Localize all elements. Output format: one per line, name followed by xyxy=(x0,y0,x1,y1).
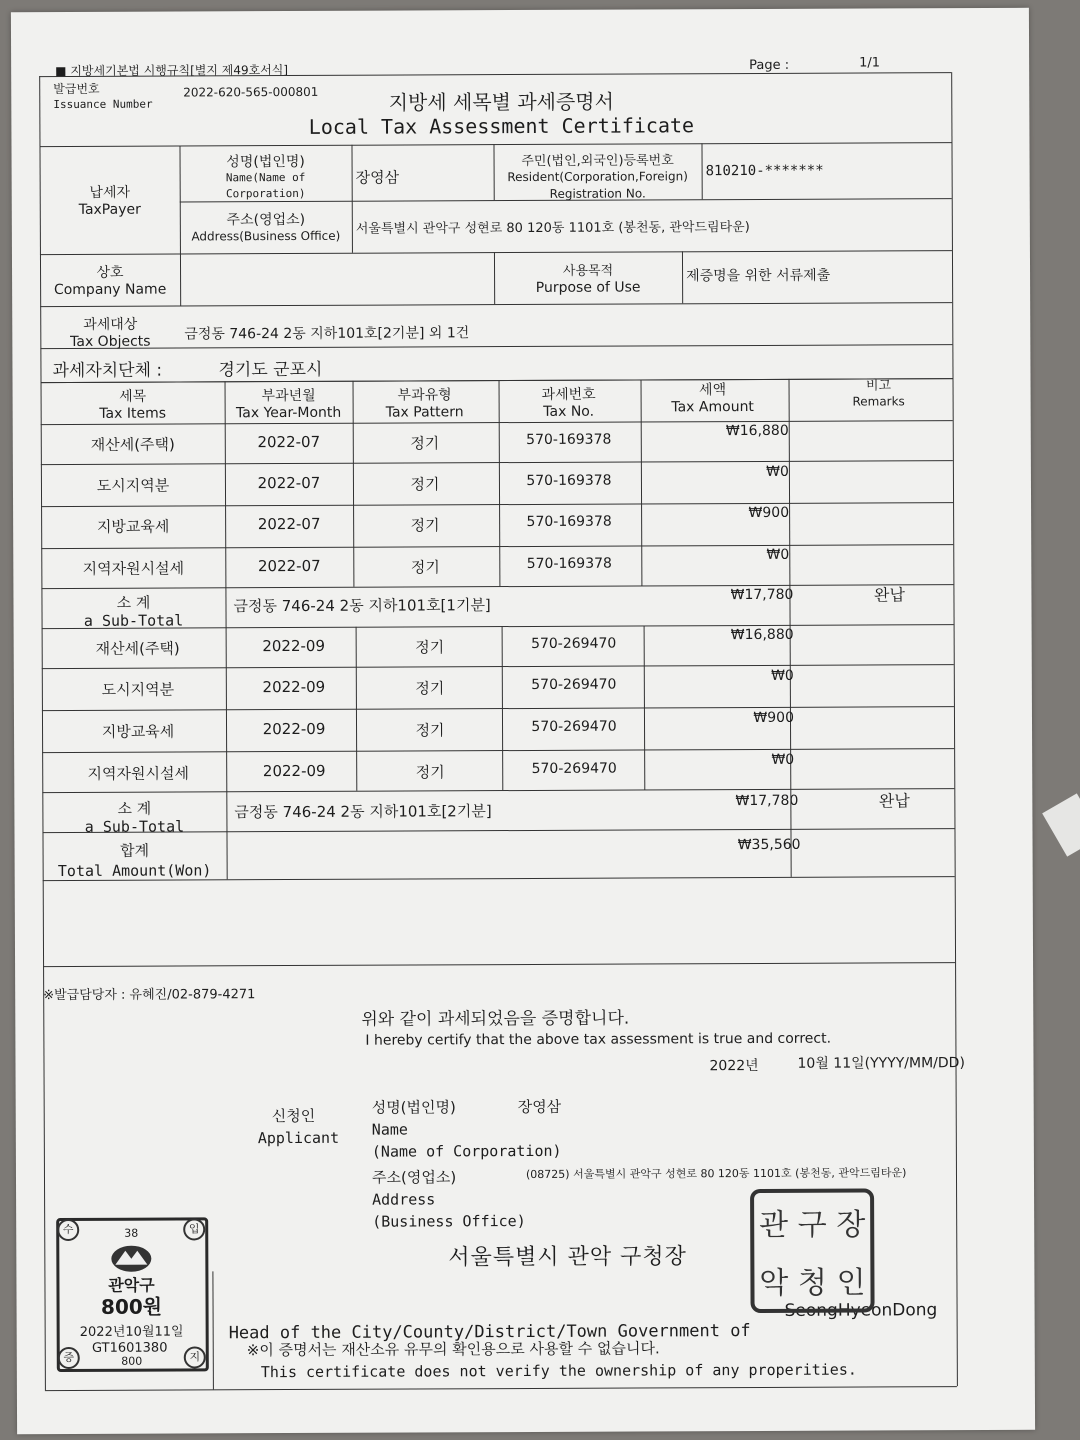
purpose-value: 제증명을 위한 서류제출 xyxy=(686,267,831,285)
col-amount-en: Tax Amount xyxy=(671,398,754,416)
total-label-ko: 합계 xyxy=(120,841,150,860)
title-english: Local Tax Assessment Certificate xyxy=(308,113,695,139)
applicant-name-label-en: Name xyxy=(371,1120,408,1139)
head-name-english: SeongHyeonDong xyxy=(784,1300,938,1321)
tax-pattern: 정기 xyxy=(410,475,440,494)
tax-table xyxy=(11,8,1029,12)
table-rule xyxy=(225,381,228,879)
col-no-en: Tax No. xyxy=(543,403,595,420)
stamp-date: 2022년10월11일 xyxy=(79,1324,184,1340)
subtotal-2-amount: ₩17,780 xyxy=(735,792,799,810)
col-amount-ko: 세액 xyxy=(698,382,727,399)
tax-amount: ₩900 xyxy=(753,709,795,726)
tax-amount: ₩16,880 xyxy=(730,626,794,644)
stamp-office: 관악구 xyxy=(108,1275,155,1295)
stamp-price: 800원 xyxy=(100,1294,163,1319)
tax-item: 지역자원시설세 xyxy=(87,764,189,783)
address-label-ko: 주소(영업소) xyxy=(226,211,306,229)
local-gov-label: 과세자치단체 : xyxy=(52,360,163,382)
page-label: Page : xyxy=(749,57,790,74)
name-label-en: Name(Name of xyxy=(225,170,306,185)
tax-objects-label-ko: 과세대상 xyxy=(83,316,138,333)
applicant-address: (08725) 서울특별시 관악구 성현로 80 120동 1101호 (봉천동, 관악드림타운) xyxy=(525,1166,907,1181)
revenue-stamp: 수 입 증 지 38 관악구 800원 2022년10월11일 GT1601380 800 xyxy=(56,1217,209,1372)
table-rule xyxy=(42,748,954,753)
tax-number: 570-169378 xyxy=(526,431,612,448)
taxpayer-address: 서울특별시 관악구 성현로 80 120동 1101호 (봉천동, 관악드림타운) xyxy=(355,220,750,237)
table-rule xyxy=(41,460,953,465)
tax-amount: ₩0 xyxy=(766,546,790,563)
col-pattern-ko: 부과유형 xyxy=(397,387,452,404)
background-sheet xyxy=(1042,793,1080,856)
tax-year-month: 2022-09 xyxy=(262,677,326,697)
tax-year-month: 2022-07 xyxy=(257,473,321,493)
total-label-en: Total Amount(Won) xyxy=(57,861,212,881)
tax-objects-value: 금정동 746-24 2동 지하101호[2기분] 외 1건 xyxy=(184,325,470,343)
official-seal-icon: 관 구 장 악 청 인 xyxy=(750,1188,875,1313)
table-rule xyxy=(41,378,953,383)
tax-amount: ₩16,880 xyxy=(725,422,789,440)
tax-number: 570-169378 xyxy=(526,555,612,572)
tax-pattern: 정기 xyxy=(415,763,445,782)
applicant-name: 장영삼 xyxy=(517,1097,562,1117)
col-remarks-ko: 비고 xyxy=(865,378,892,394)
col-items-en: Tax Items xyxy=(99,405,167,422)
tax-number: 570-169378 xyxy=(526,472,612,489)
subtotal-2-label-en: a Sub-Total xyxy=(84,817,185,836)
tax-item: 재산세(주택) xyxy=(95,639,180,658)
applicant-address-label-en-2: (Business Office) xyxy=(372,1211,526,1231)
taxpayer-label-ko: 납세자 xyxy=(89,184,131,201)
page-value: 1/1 xyxy=(859,55,881,71)
tax-number: 570-269470 xyxy=(531,635,617,652)
subtotal-1-label-en: a Sub-Total xyxy=(83,611,184,630)
tax-amount: ₩0 xyxy=(771,751,795,768)
tax-year-month: 2022-09 xyxy=(262,719,326,739)
certify-english: I hereby certify that the above tax assessment is true and correct. xyxy=(365,1030,832,1049)
issuance-label-ko: 발급번호 xyxy=(53,81,100,97)
name-label-en-2: Corporation) xyxy=(225,186,306,201)
subtotal-1-desc: 금정동 746-24 2동 지하101호[1기분] xyxy=(233,596,491,616)
tax-number: 570-169378 xyxy=(526,513,612,530)
tax-year-month: 2022-09 xyxy=(262,636,326,656)
tax-item: 도시지역분 xyxy=(96,476,170,495)
resident-label-ko: 주민(법인,외국인)등록번호 xyxy=(521,153,674,170)
tax-pattern: 정기 xyxy=(415,721,445,740)
certify-date-year: 2022년 xyxy=(709,1057,759,1075)
stamp-code: GT1601380 xyxy=(91,1340,168,1356)
col-items-ko: 세목 xyxy=(119,388,147,405)
subtotal-2-label-ko: 소 계 xyxy=(117,799,152,818)
col-remarks-en: Remarks xyxy=(852,394,905,409)
resident-label-en: Resident(Corporation,Foreign) xyxy=(507,169,688,185)
title-korean: 지방세 세목별 과세증명서 xyxy=(388,89,614,115)
tax-amount: ₩0 xyxy=(771,667,794,684)
local-gov-value: 경기도 군포시 xyxy=(218,359,323,381)
tax-item: 지방교육세 xyxy=(96,517,170,536)
tax-pattern: 정기 xyxy=(415,679,445,698)
company-label-en: Company Name xyxy=(53,281,167,299)
tax-number: 570-269470 xyxy=(531,718,617,735)
table-rule xyxy=(41,584,953,589)
table-rule xyxy=(42,706,954,711)
tax-number: 570-269470 xyxy=(531,676,617,693)
applicant-address-label-ko: 주소(영업소) xyxy=(371,1168,457,1187)
tax-objects-label-en: Tax Objects xyxy=(70,333,151,350)
stamp-number: 38 xyxy=(124,1226,139,1240)
applicant-name-label-en-2: (Name of Corporation) xyxy=(371,1141,562,1161)
tax-year-month: 2022-07 xyxy=(257,514,321,534)
tax-rows-block-1 xyxy=(11,8,1029,12)
subtotal-1-remark: 완납 xyxy=(873,585,905,605)
tax-pattern: 정기 xyxy=(410,434,440,453)
tax-amount: ₩900 xyxy=(748,504,790,522)
col-pattern-en: Tax Pattern xyxy=(385,404,464,421)
table-rule xyxy=(641,379,643,585)
tax-item: 지방교육세 xyxy=(101,722,175,741)
resident-number: 810210-******* xyxy=(705,162,824,180)
certify-korean: 위와 같이 과세되었음을 증명합니다. xyxy=(361,1008,630,1030)
address-label-en: Address(Business Office) xyxy=(191,228,341,244)
purpose-label-en: Purpose of Use xyxy=(535,279,641,296)
subtotal-1-label-ko: 소 계 xyxy=(116,593,151,612)
subtotal-1-amount: ₩17,780 xyxy=(730,586,794,604)
col-no-ko: 과세번호 xyxy=(541,386,596,403)
issuance-number: 2022-620-565-000801 xyxy=(183,84,319,100)
district-logo-icon xyxy=(109,1243,153,1273)
ownership-note-english: This certificate does not verify the ownership of any properities. xyxy=(260,1360,857,1382)
tax-year-month: 2022-07 xyxy=(257,556,321,576)
company-label-ko: 상호 xyxy=(96,264,124,281)
stamp-price-small: 800 xyxy=(121,1354,143,1368)
table-rule xyxy=(42,788,954,793)
applicant-name-label-ko: 성명(법인명) xyxy=(371,1098,456,1117)
table-rule xyxy=(41,420,953,425)
tax-item: 도시지역분 xyxy=(101,680,175,699)
issuance-label-en: Issuance Number xyxy=(53,97,153,112)
name-label-ko: 성명(법인명) xyxy=(226,153,305,171)
purpose-label-ko: 사용목적 xyxy=(562,263,614,279)
applicant-label-en: Applicant xyxy=(257,1128,340,1148)
tax-amount: ₩0 xyxy=(766,463,789,480)
form-reference: ■ 지방세기본법 시행규칙[별지 제49호서식] xyxy=(55,63,289,79)
ownership-note-korean: ※이 증명서는 재산소유 유무의 확인용으로 사용할 수 없습니다. xyxy=(246,1339,660,1360)
tax-pattern: 정기 xyxy=(410,558,440,577)
table-rule xyxy=(353,381,355,587)
tax-pattern: 정기 xyxy=(410,516,440,535)
resident-label-en-2: Registration No. xyxy=(549,186,646,201)
tax-pattern: 정기 xyxy=(415,638,445,657)
head-english: Head of the City/County/District/Town Government of xyxy=(228,1321,751,1344)
tax-year-month: 2022-07 xyxy=(257,432,321,452)
tax-item: 지역자원시설세 xyxy=(82,559,185,578)
taxpayer-label-en: TaxPayer xyxy=(78,201,141,218)
col-year-ko: 부과년월 xyxy=(261,387,316,405)
table-rule xyxy=(42,664,954,669)
table-rule xyxy=(41,544,953,549)
tax-number: 570-269470 xyxy=(531,760,617,777)
issuing-officer: ※발급담당자 : 유혜진/02-879-4271 xyxy=(43,987,256,1004)
tax-year-month: 2022-09 xyxy=(262,761,326,781)
applicant-label-ko: 신청인 xyxy=(271,1106,316,1126)
total-amount: ₩35,560 xyxy=(737,836,801,854)
certificate-paper xyxy=(11,8,1035,1434)
taxpayer-name: 장영삼 xyxy=(355,168,400,187)
subtotal-2-remark: 완납 xyxy=(878,791,910,811)
table-rule xyxy=(499,380,501,586)
table-rule xyxy=(41,502,953,507)
certify-date: 10월 11일(YYYY/MM/DD) xyxy=(797,1055,965,1072)
tax-rows-block-2 xyxy=(11,8,1029,12)
tax-item: 재산세(주택) xyxy=(90,435,175,454)
subtotal-2-desc: 금정동 746-24 2동 지하101호[2기분] xyxy=(234,802,492,822)
col-year-en: Tax Year-Month xyxy=(236,404,342,422)
applicant-address-label-en: Address xyxy=(372,1190,436,1209)
head-korean: 서울특별시 관악 구청장 xyxy=(448,1244,687,1271)
